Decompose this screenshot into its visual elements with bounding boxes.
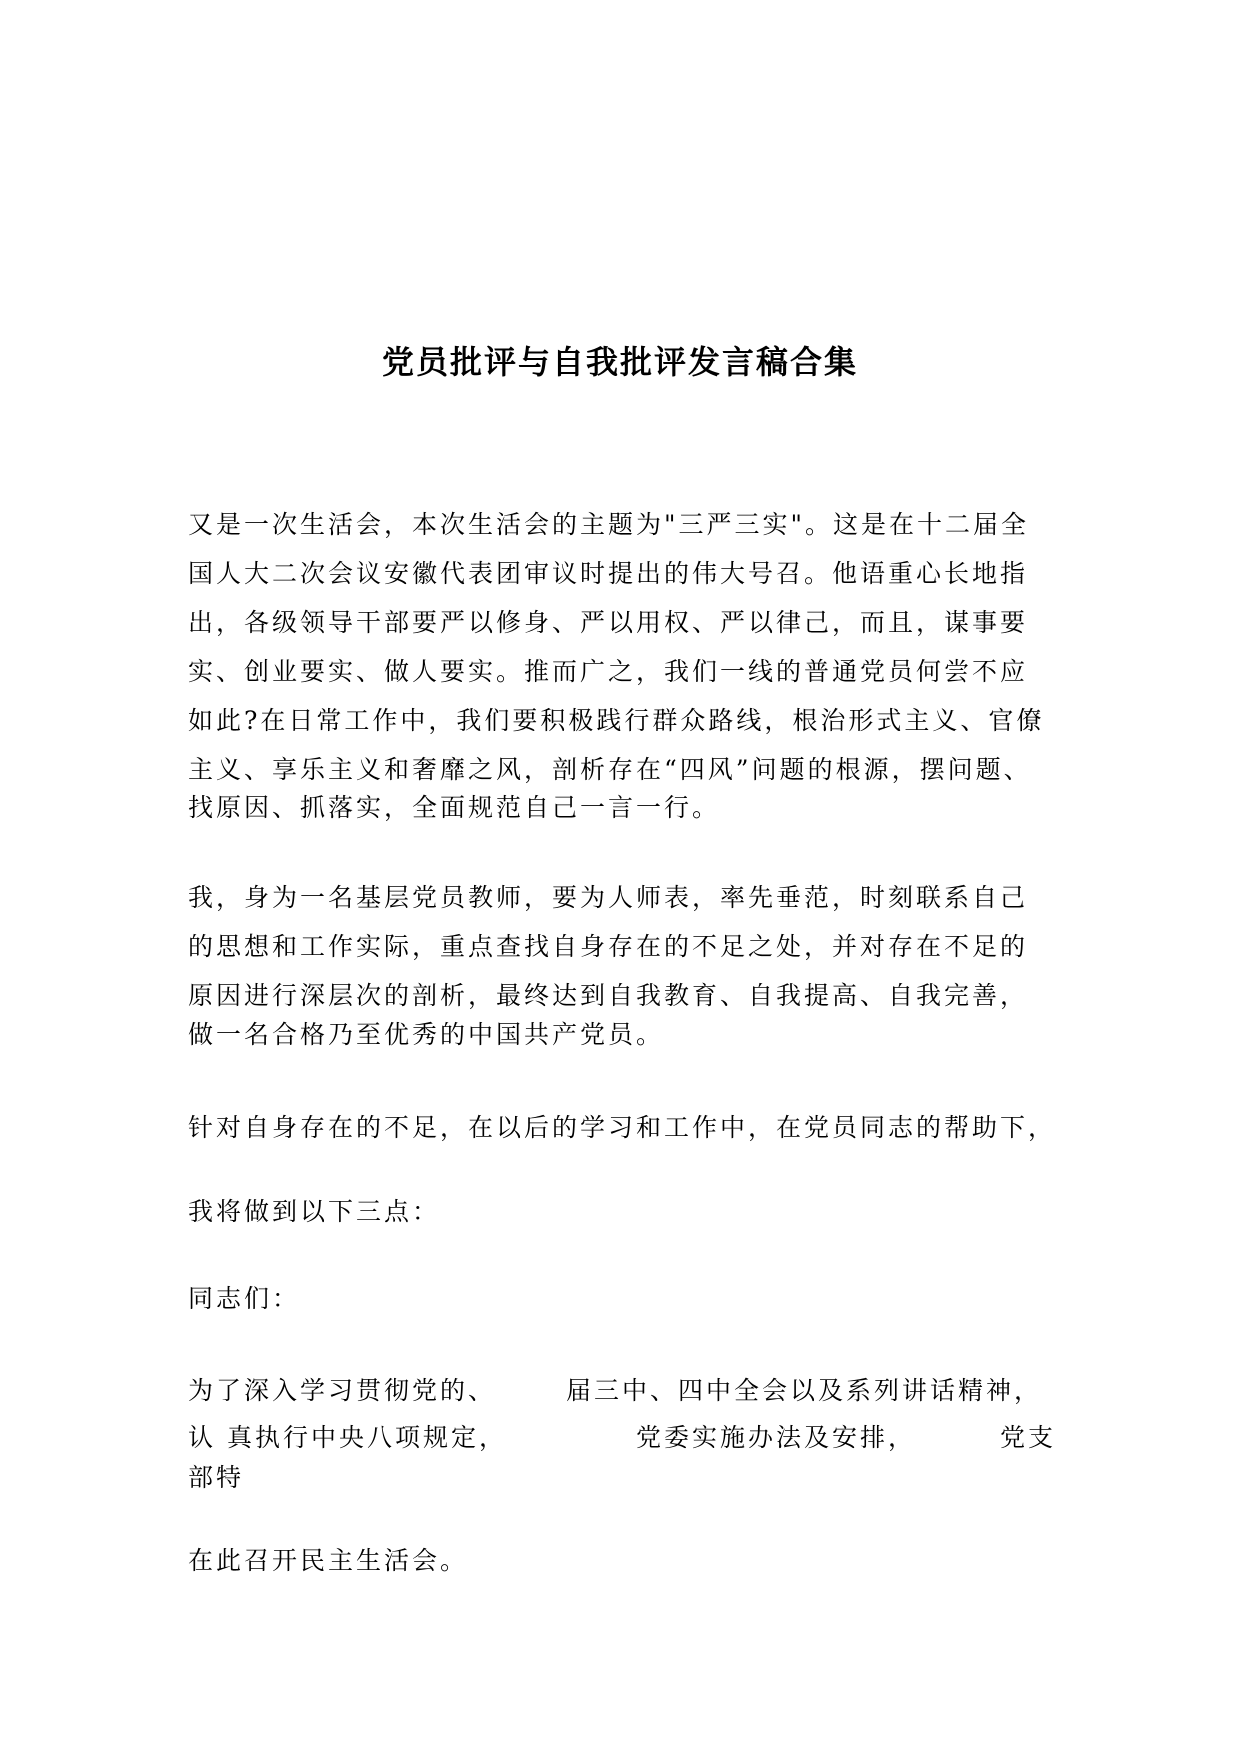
closing-line: 在此召开民主生活会。 [188, 1546, 469, 1575]
paragraph-line: 如此?在日常工作中，我们要积极践行群众路线，根治形式主义、官僚 [188, 706, 1045, 735]
paragraph-line: 主义、享乐主义和奢靡之风，剖析存在“四风”问题的根源，摆问题、 [188, 755, 1032, 784]
paragraph-2-last-line: 做一名合格乃至优秀的中国共产党员。 [188, 1020, 665, 1049]
document-title: 党员批评与自我批评发言稿合集 [381, 343, 858, 381]
paragraph-1 [188, 500, 1068, 794]
paragraph-4-line-2-c: 党支 [1000, 1423, 1057, 1452]
paragraph-3-line-2: 我将做到以下三点： [188, 1197, 441, 1226]
greeting: 同志们： [188, 1284, 301, 1313]
paragraph-4-line-2-a: 认 真执行中央八项规定， [188, 1423, 507, 1452]
paragraph-4-line-1 [188, 1373, 496, 1409]
paragraph-line: 我，身为一名基层党员教师，要为人师表，率先垂范，时刻联系自己 [188, 883, 1029, 912]
paragraph-segment: 为了深入学习贯彻党的、 [188, 1376, 497, 1405]
paragraph-line: 国人大二次会议安徽代表团审议时提出的伟大号召。他语重心长地指 [188, 559, 1029, 588]
paragraph-line: 实、创业要实、做人要实。推而广之，我们一线的普通党员何尝不应 [188, 657, 1029, 686]
paragraph-line: 又是一次生活会，本次生活会的主题为"三严三实"。这是在十二届全 [188, 510, 1030, 539]
paragraph-line: 原因进行深层次的剖析，最终达到自我教育、自我提高、自我完善， [188, 981, 1029, 1010]
paragraph-1-last-line: 找原因、抓落实，全面规范自己一言一行。 [188, 793, 721, 822]
paragraph-4-line-2-b: 党委实施办法及安排， [636, 1423, 917, 1452]
paragraph-4-line-3: 部特 [188, 1463, 245, 1492]
paragraph-3-line-1: 针对自身存在的不足，在以后的学习和工作中，在党员同志的帮助下， [188, 1113, 1057, 1142]
paragraph-line: 出，各级领导干部要严以修身、严以用权、严以律己，而且，谋事要 [188, 608, 1029, 637]
paragraph-line: 的思想和工作实际，重点查找自身存在的不足之处，并对存在不足的 [188, 932, 1029, 961]
paragraph-4-line-1-b: 届三中、四中全会以及系列讲话精神， [566, 1376, 1043, 1405]
paragraph-2 [188, 873, 1068, 1020]
